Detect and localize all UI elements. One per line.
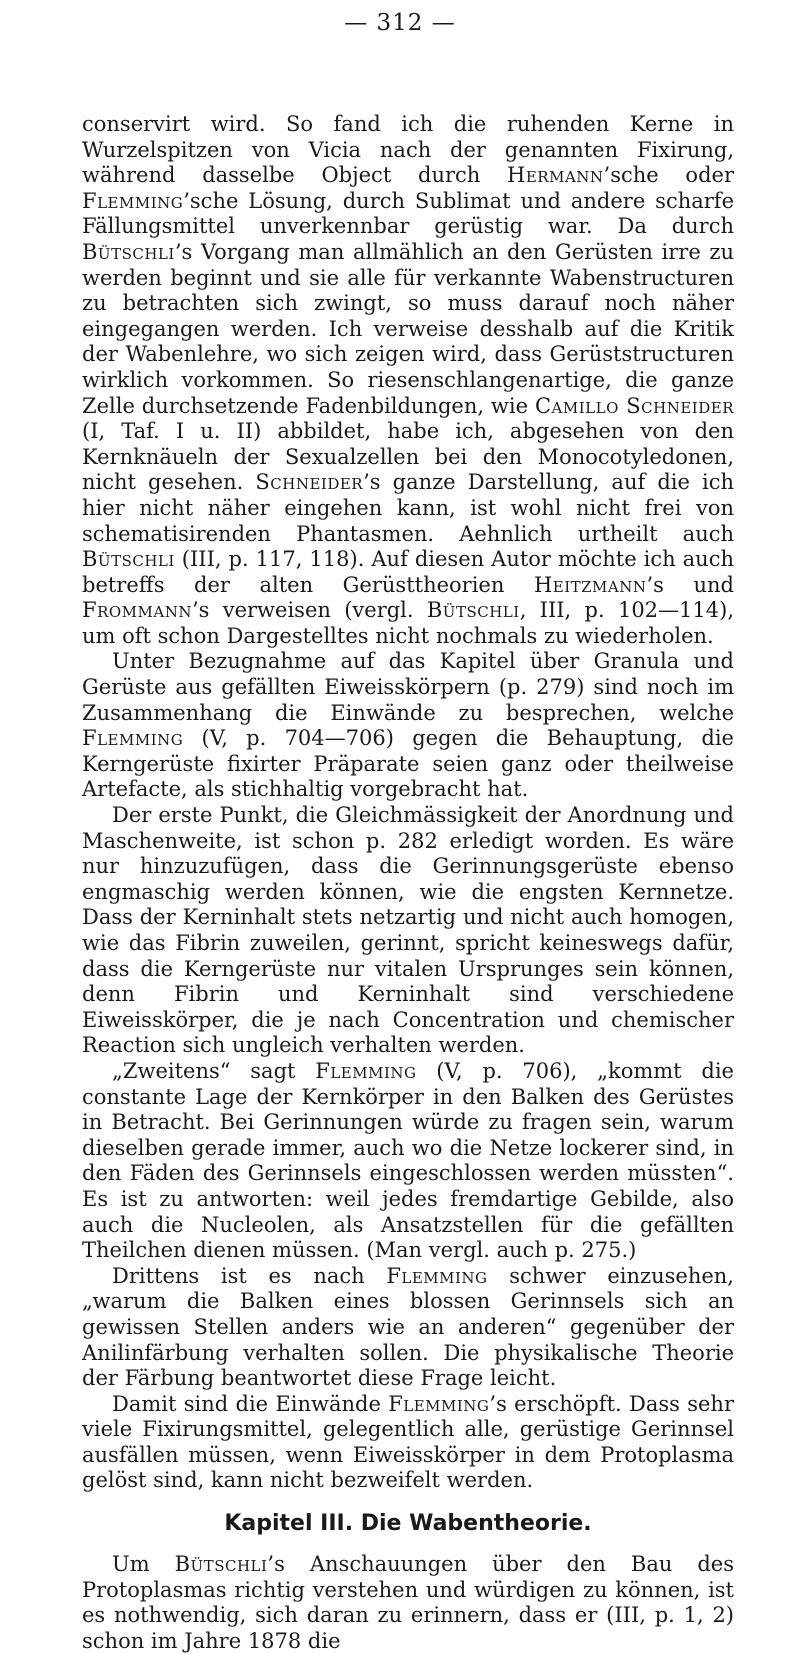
author-name: Flemming: [315, 1058, 417, 1083]
text-run: conservirt wird. So fand ich die ruhenden Kerne in Wurzelspitzen von Vicia nach der genannten Fixirung, während dasselbe Object durch: [82, 112, 734, 188]
paragraph-p5: [82, 1264, 734, 1392]
text-run: ’s und: [646, 572, 734, 597]
text-run: ’s verweisen (vergl.: [191, 598, 427, 623]
author-name: Schneider: [255, 470, 364, 495]
author-name: Camillo Schneider: [534, 393, 734, 418]
text-run: ’s erschöpft. Dass sehr viele Fixirungsmittel, gelegentlich alle, gerüstige Gerinnsel ausfällen müssen, wenn Eiweisskörper in dem Protoplasma gelöst sind, kann nicht bezweifelt werden.: [82, 1391, 734, 1493]
text-run: Der erste Punkt, die Gleichmässigkeit der Anordnung und Maschenweite, ist schon p. 282 erledigt worden. Es wäre nur hinzuzufügen, dass die Gerinnungsgerüste ebenso engmaschig werden können, wie die engsten Kernnetze. Dass der Kerninhalt stets netzartig und nicht auch homogen, wie das Fibrin zuweilen, gerinnt, spricht keineswegs dafür, dass die Kerngerüste nur vitalen Ursprunges sein können, denn Fibrin und Kerninhalt sind verschiedene Eiweisskörper, die je nach Concentration und chemischer Reaction sich ungleich verhalten werden.: [82, 803, 734, 1058]
text-run: Unter Bezugnahme auf das Kapitel über Granula und Gerüste aus gefällten Eiweisskörpern (p. 279) sind noch im Zusammenhang die Einwände zu besprechen, welche: [82, 649, 734, 725]
text-run: (III, p. 117, 118). Auf diesen Autor möchte ich auch betreffs der alten Gerüsttheorien: [82, 547, 734, 597]
text-run: ’s Vorgang man allmählich an den Gerüsten irre zu werden beginnt und sie alle für verkannte Wabenstructuren zu betrachten sich zwingt, so muss darauf noch näher eingegangen werden. Ich verweise desshalb auf die Kritik der Wabenlehre, wo sich zeigen wird, dass Gerüststructuren wirklich vorkommen. So riesenschlangenartige, die ganze Zelle durchsetzende Fadenbildungen, wie: [82, 239, 734, 418]
author-name: Flemming: [386, 1263, 488, 1288]
text-run: ’s Anschauungen über den Bau des Protoplasmas richtig verstehen und würdigen zu können, ist es nothwendig, sich daran zu erinnern, dass er (III, p. 1, 2) schon im Jahre 1878 die: [82, 1552, 734, 1653]
author-name: Flemming: [388, 1391, 490, 1416]
text-run: (V, p. 706), „kommt die constante Lage der Kernkörper in den Balken des Gerüstes in Betracht. Bei Gerinnungen würde zu fragen sein, warum dieselben gerade immer, auch wo die Netze lockerer sind, in den Fäden des Gerinnsels eingeschlossen werden müssten“. Es ist zu antworten: weil jedes fremdartige Gebilde, also auch die Nucleolen, als Ansatzstellen für die gefällten Theilchen dienen müssen. (Man vergl. auch p. 275.): [82, 1058, 734, 1263]
paragraph-p3: [82, 803, 734, 1059]
author-name: Frommann: [82, 598, 192, 623]
text-run: ’s ganze Darstellung, auf die ich hier nicht näher eingehen kann, ist wohl nicht frei von schematisirenden Phantasmen. Aehnlich urtheilt auch: [82, 470, 735, 546]
body-text: [82, 112, 734, 1654]
text-run: ’sche oder: [603, 163, 734, 188]
text-run: ’sche Lösung, durch Sublimat und andere scharfe Fällungsmittel unverkennbar gerüstig war. Da durch: [82, 188, 734, 239]
text-run: schwer einzusehen, „warum die Balken eines blossen Gerinnsels sich an gewissen Stellen anders wie an anderen“ gegenüber der Anilinfärbung verhalten sollen. Die physikalische Theorie der Färbung beantwortet diese Frage leicht.: [82, 1263, 734, 1391]
author-name: Hermann: [507, 163, 604, 188]
text-run: Um: [112, 1552, 175, 1577]
author-name: Bütschli: [82, 547, 175, 572]
paragraph-p1: [82, 112, 734, 649]
text-run: , III, p. 102—114), um oft schon Dargestelltes nicht nochmals zu wiederholen.: [82, 598, 734, 648]
author-name: Flemming: [82, 726, 184, 751]
text-run: Damit sind die Einwände: [112, 1391, 389, 1416]
page-number: — 312 —: [344, 10, 456, 36]
chapter-heading: Kapitel III. Die Wabentheorie.: [224, 1511, 592, 1537]
paragraph-p7: [82, 1552, 734, 1654]
paragraph-p4: [82, 1059, 734, 1264]
author-name: Heitzmann: [533, 572, 647, 597]
paragraph-p6: [82, 1392, 734, 1494]
text-run: Drittens ist es nach: [112, 1263, 387, 1288]
author-name: Bütschli: [426, 598, 520, 623]
paragraph-p2: [82, 649, 734, 803]
paragraphs-before-heading: [82, 112, 734, 1494]
author-name: Flemming: [82, 188, 184, 213]
paragraphs-after-heading: [82, 1552, 734, 1654]
author-name: Bütschli: [174, 1552, 268, 1577]
text-run: „Zweitens“ sagt: [112, 1058, 316, 1083]
text-run: (V, p. 704—706) gegen die Behauptung, die Kerngerüste fixirter Präparate seien ganz oder theilweise Artefacte, als stichhaltig vorgebracht hat.: [82, 726, 734, 802]
text-run: (I, Taf. I u. II) abbildet, habe ich, abgesehen von den Kernknäueln der Sexualzellen bei den Monocotyledonen, nicht gesehen.: [82, 419, 734, 495]
author-name: Bütschli: [82, 239, 175, 264]
